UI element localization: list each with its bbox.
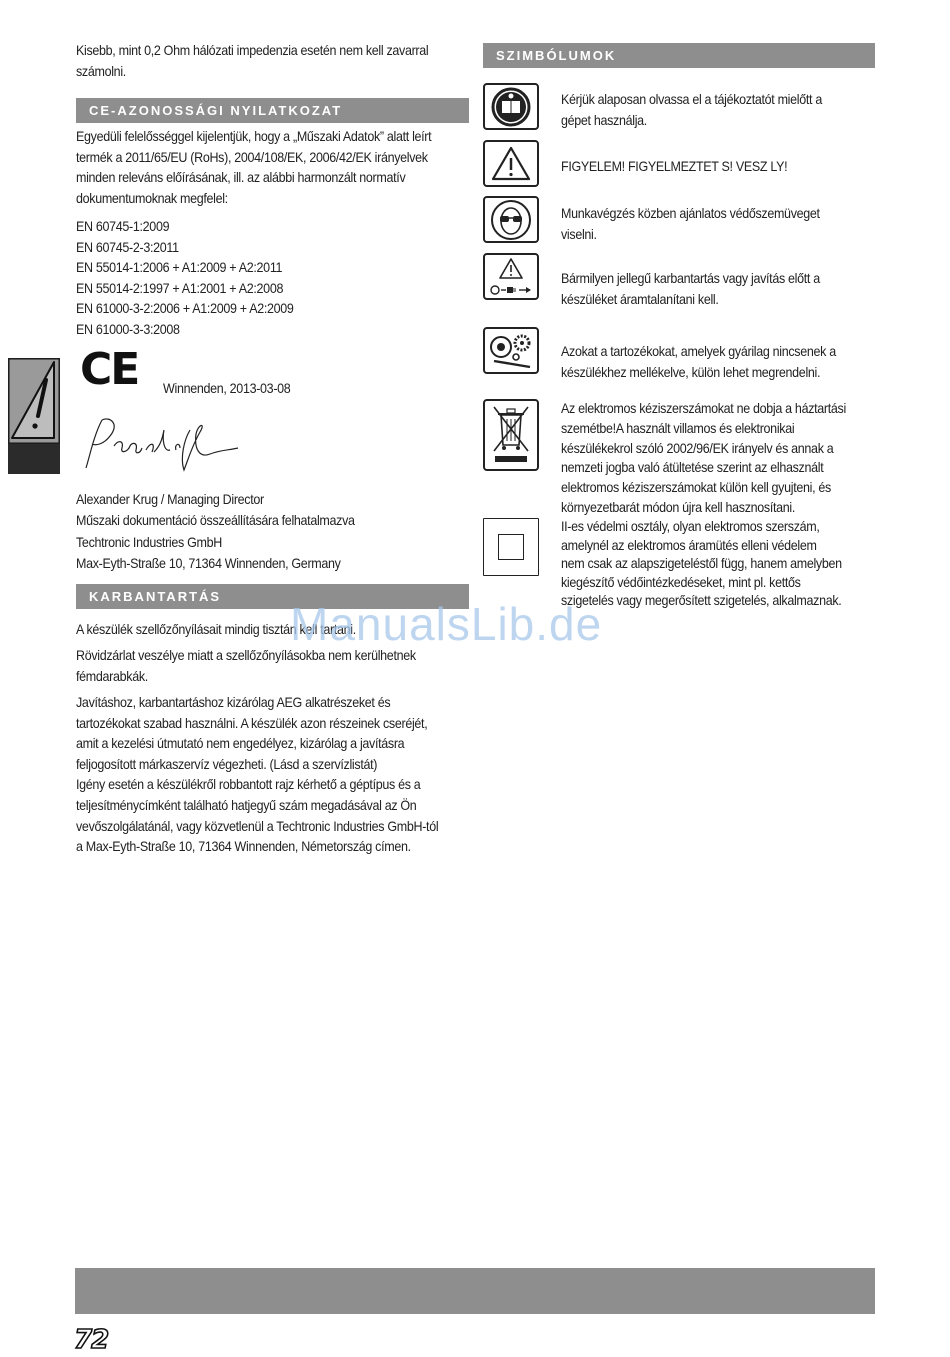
company-block (76, 533, 341, 574)
company-name: Techtronic Industries GmbH (76, 535, 222, 550)
footer-bar (75, 1268, 875, 1314)
intro-paragraph (76, 41, 428, 82)
symbol-text-warning (561, 157, 787, 178)
symbol-text-line: készülékhez mellékelve, külön lehet megrendelni. (561, 364, 821, 380)
company-address: Max-Eyth-Straße 10, 71364 Winnenden, Germany (76, 555, 341, 571)
symbol-text-line: elektromos kéziszerszámokat külön kell gyujteni, és (561, 480, 831, 496)
symbol-text-line: II-es védelmi osztály, olyan elektromos szerszám, (561, 519, 820, 534)
maintenance-line: A készülék szellőzőnyílásait mindig tisztán kell tartani. (76, 622, 356, 637)
maintenance-line: amit a kezelési útmutató nem engedélyez, kizárólag a javításra (76, 736, 405, 752)
signatory-block (76, 490, 355, 531)
symbol-text-line: készülékekrol szóló 2002/96/EK irányelv és annak a (561, 440, 834, 456)
ce-declaration-body (76, 127, 431, 209)
place-date: Winnenden, 2013-03-08 (163, 381, 291, 396)
page-number: 72 (74, 1325, 109, 1355)
maintenance-line: tartozékokat szabad használni. A készülék azon részeinek cseréjét, (76, 715, 428, 731)
intro-line: Kisebb, mint 0,2 Ohm hálózati impedenzia esetén nem kell zavarral (76, 43, 429, 58)
ce-declaration-heading: CE-AZONOSSÁGI NYILATKOZAT (76, 98, 469, 123)
symbol-text-line: nem csak az alapszigeteléstől függ, hanem amelyben (561, 556, 842, 572)
symbol-text-unplug (561, 269, 820, 310)
signature-image (80, 410, 240, 476)
symbol-text-line: készüléket áramtalanítani kell. (561, 291, 719, 307)
class-ii-icon (483, 518, 539, 576)
maintenance-line: Igény esetén a készülékről robbantott rajz kérhető a géptípus és a (76, 777, 421, 793)
symbol-text-line: Az elektromos kéziszerszámokat ne dobja a háztartási (561, 401, 846, 416)
ce-body-line: dokumentumoknak megfelel: (76, 190, 228, 206)
maintenance-line: Rövidzárlat veszélye miatt a szellőzőnyílásokba nem kerülhetnek (76, 648, 416, 663)
maintenance-line: feljogosított márkaszervíz végezheti. (Lásd a szervízlistát) (76, 756, 378, 772)
symbols-heading: SZIMBÓLUMOK (483, 43, 875, 68)
symbol-text-line: amelynél az elektromos áramütés elleni védelem (561, 537, 817, 553)
symbol-text-line: Kérjük alaposan olvassa el a tájékoztatót mielőtt a (561, 92, 822, 107)
standard-item: EN 60745-2-3:2011 (76, 239, 179, 255)
standard-item: EN 60745-1:2009 (76, 219, 170, 234)
warning-icon (483, 140, 539, 187)
symbol-text-line: környezetbarát módon újra kell hasznosítani. (561, 499, 796, 515)
symbol-text-class-ii (561, 518, 842, 611)
ce-mark-logo: CE (80, 344, 139, 395)
maintenance-line: vevőszolgálatánál, vagy közvetlenül a Techtronic Industries GmbH-tól (76, 818, 439, 834)
ce-body-line: termék a 2011/65/EU (RoHs), 2004/108/EK, 2006/42/EK irányelvek (76, 149, 428, 165)
maintenance-line: a Max-Eyth-Straße 10, 71364 Winnenden, Németország címen. (76, 839, 411, 855)
standard-item: EN 61000-3-3:2008 (76, 321, 180, 337)
symbol-text-weee (561, 399, 846, 518)
symbol-text-line: Bármilyen jellegű karbantartás vagy javítás előtt a (561, 271, 820, 286)
standard-item: EN 55014-2:1997 + A1:2001 + A2:2008 (76, 280, 284, 296)
maintenance-line: teljesítménycímként található hatjegyű szám megadásával az Ön (76, 797, 417, 813)
maintenance-line: Javításhoz, karbantartáshoz kizárólag AEG alkatrészeket és (76, 695, 391, 710)
symbol-text-line: kiegészítő védőintézkedéseket, mint pl. kettős (561, 574, 801, 590)
symbol-text-line: Munkavégzés közben ajánlatos védőszemüveget (561, 206, 820, 221)
symbol-text-line: szemétbe!A használt villamos és elektronikai (561, 420, 795, 436)
symbol-text-line: gépet használja. (561, 112, 647, 128)
symbol-text-read-manual (561, 90, 822, 131)
maintenance-p3 (76, 693, 438, 858)
symbol-text-goggles (561, 204, 820, 245)
intro-line: számolni. (76, 63, 126, 79)
watermark-text: ManualsLib.de (290, 598, 603, 650)
standards-list (76, 217, 294, 341)
symbol-text-line: viselni. (561, 226, 597, 242)
unplug-warning-icon (483, 253, 539, 300)
symbol-text-line: FIGYELEM! FIGYELMEZTET S! VESZ LY! (561, 159, 788, 174)
maintenance-line: fémdarabkák. (76, 668, 148, 684)
symbol-text-line: Azokat a tartozékokat, amelyek gyárilag nincsenek a (561, 344, 836, 359)
authorization-text: Műszaki dokumentáció összeállítására felhatalmazva (76, 512, 355, 528)
standard-item: EN 61000-3-2:2006 + A1:2009 + A2:2009 (76, 301, 294, 317)
symbol-text-accessories (561, 342, 836, 383)
read-manual-icon (483, 83, 539, 130)
weee-bin-icon (483, 399, 539, 471)
ce-body-line: Egyedüli felelősséggel kijelentjük, hogy a „Műszaki Adatok” alatt leírt (76, 129, 432, 144)
symbol-text-line: nemzeti jogba való átültetése szerint az elhasznált (561, 460, 824, 476)
side-warning-tab-icon (8, 358, 60, 474)
maintenance-p2 (76, 646, 416, 687)
signatory-name: Alexander Krug / Managing Director (76, 492, 264, 507)
accessories-icon (483, 327, 539, 374)
safety-goggles-icon (483, 196, 539, 243)
ce-body-line: minden releváns előírásának, ill. az alábbi harmonzált normatív (76, 170, 406, 186)
standard-item: EN 55014-1:2006 + A1:2009 + A2:2011 (76, 260, 283, 276)
maintenance-heading: KARBANTARTÁS (76, 584, 469, 609)
symbol-text-line: szigetelés vagy megerősített szigetelés, alkalmaznak. (561, 593, 842, 609)
